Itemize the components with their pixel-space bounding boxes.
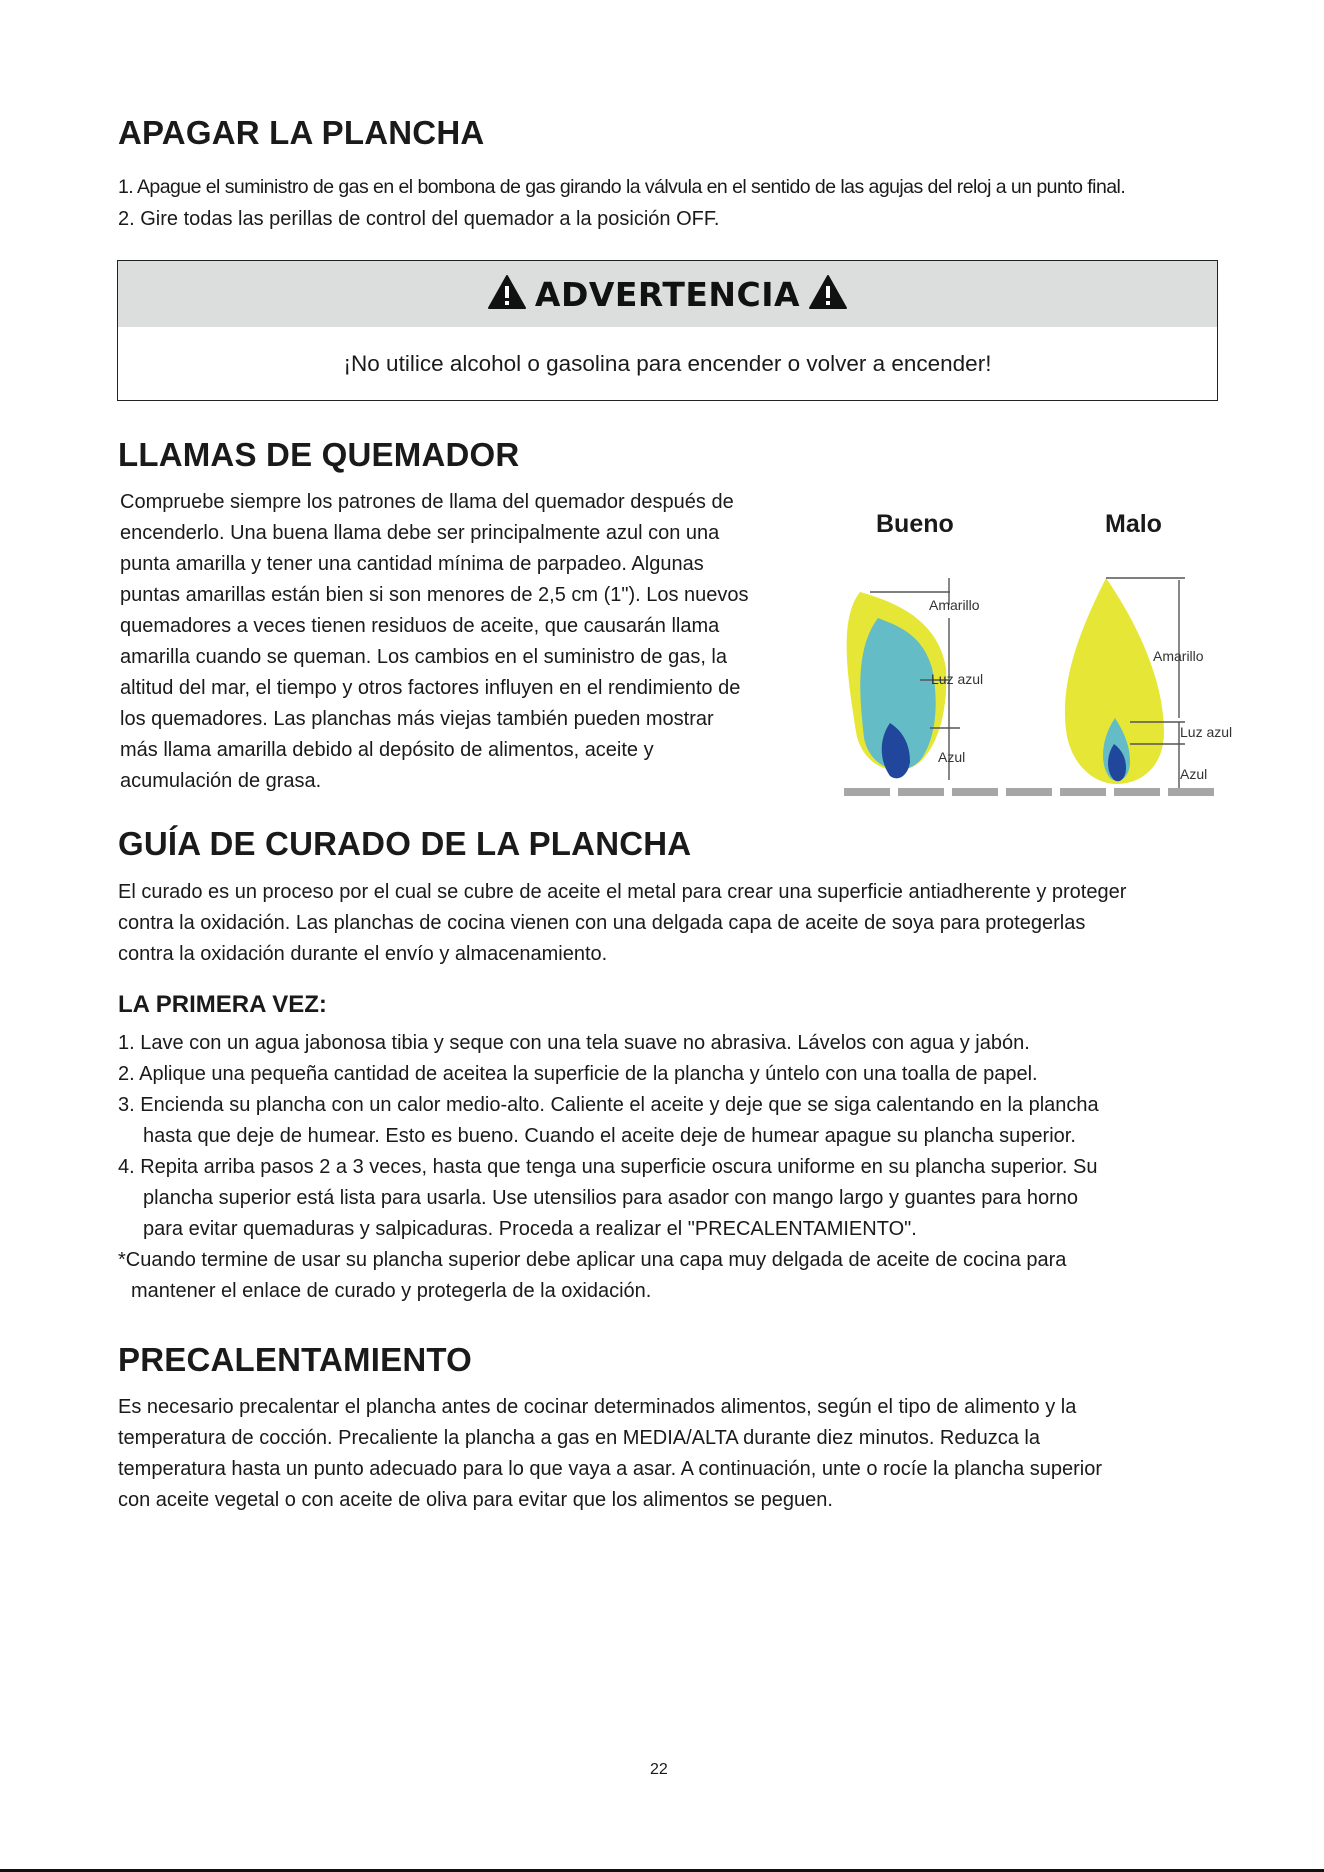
llamas-line: Compruebe siempre los patrones de llama del quemador después de [120,491,734,513]
llamas-line: acumulación de grasa. [120,770,322,792]
warning-header [118,261,1217,327]
precalentamiento-paragraph [118,1392,1102,1516]
good-label-light-blue: Luz azul [931,671,984,687]
curado-step-line: hasta que deje de humear. Esto es bueno. Cuando el aceite deje de humear apague su plancha superior. [143,1125,1076,1147]
bad-flame [1065,578,1164,784]
burner-bars [844,788,1214,796]
warning-triangle-icon [487,274,527,315]
curado-step-line: 4. Repita arriba pasos 2 a 3 veces, hasta que tenga una superficie oscura uniforme en su plancha superior. Su [118,1156,1098,1178]
curado-step-line: para evitar quemaduras y salpicaduras. Proceda a realizar el "PRECALENTAMIENTO". [143,1218,917,1240]
good-label-yellow: Amarillo [929,597,980,613]
precalentamiento-line: con aceite vegetal o con aceite de oliva para evitar que los alimentos se peguen. [118,1489,833,1511]
warning-text: ¡No utilice alcohol o gasolina para encender o volver a encender! [343,350,992,376]
llamas-line: los quemadores. Las planchas más viejas también pueden mostrar [120,708,714,730]
precalentamiento-line: temperatura hasta un punto adecuado para lo que vaya a asar. A continuación, unte o rocíe la plancha superior [118,1458,1103,1480]
section-title-curado: GUÍA DE CURADO DE LA PLANCHA [118,825,692,862]
curado-intro [118,877,1126,970]
curado-intro-line: contra la oxidación. Las planchas de cocina vienen con una delgada capa de aceite de soya para protegerlas [118,912,1086,934]
llamas-line: más llama amarilla debido al depósito de alimentos, aceite y [120,739,654,761]
curado-step-line: 1. Lave con un agua jabonosa tibia y seque con una tela suave no abrasiva. Lávelos con agua y jabón. [118,1032,1030,1054]
warning-box [117,260,1218,401]
curado-intro-line: El curado es un proceso por el cual se cubre de aceite el metal para crear una superficie antiadherente y proteger [118,881,1127,903]
curado-note-line: mantener el enlace de curado y protegerla de la oxidación. [131,1280,652,1302]
curado-steps [118,1028,1099,1307]
flame-figure [830,500,1250,805]
precalentamiento-line: Es necesario precalentar el plancha antes de cocinar determinados alimentos, según el tipo de alimento y la [118,1396,1077,1418]
llamas-paragraph [120,487,820,797]
llamas-line: punta amarilla y tener una cantidad mínima de parpadeo. Algunas [120,553,704,575]
section-title-llamas: LLAMAS DE QUEMADOR [118,436,520,473]
llamas-line: quemadores a veces tienen residuos de aceite, que causarán llama [120,615,720,637]
bad-label-blue: Azul [1180,766,1208,782]
figure-label-bad: Malo [1105,510,1162,538]
good-label-blue: Azul [938,749,966,765]
section-title-precalentamiento: PRECALENTAMIENTO [118,1341,472,1378]
warning-triangle-icon [808,274,848,315]
llamas-line: amarilla cuando se queman. Los cambios en el suministro de gas, la [120,646,727,668]
figure-label-good: Bueno [876,510,954,538]
curado-note-line: *Cuando termine de usar su plancha superior debe aplicar una capa muy delgada de aceite de cocina para [118,1249,1067,1271]
apagar-step-2: 2. Gire todas las perillas de control del quemador a la posición OFF. [118,208,720,230]
warning-title: ADVERTENCIA [534,274,801,314]
curado-step-line: 2. Aplique una pequeña cantidad de aceitea la superficie de la plancha y úntelo con una toalla de papel. [118,1063,1038,1085]
subtitle-primera-vez: LA PRIMERA VEZ: [118,991,327,1018]
llamas-line: altitud del mar, el tiempo y otros factores influyen en el rendimiento de [120,677,741,699]
bad-label-yellow: Amarillo [1153,648,1204,664]
section-title-apagar: APAGAR LA PLANCHA [118,114,485,151]
apagar-step-1: 1. Apague el suministro de gas en el bombona de gas girando la válvula en el sentido de las agujas del reloj a un punto final. [118,176,1126,198]
precalentamiento-line: temperatura de cocción. Precaliente la plancha a gas en MEDIA/ALTA durante diez minutos. Reduzca la [118,1427,1040,1449]
llamas-line: encenderlo. Una buena llama debe ser principalmente azul con una [120,522,720,544]
bad-label-light-blue: Luz azul [1180,724,1233,740]
llamas-line: puntas amarillas están bien si son menores de 2,5 cm (1"). Los nuevos [120,584,749,606]
curado-step-line: 3. Encienda su plancha con un calor medio-alto. Caliente el aceite y deje que se siga calentando en la plancha [118,1094,1099,1116]
curado-intro-line: contra la oxidación durante el envío y almacenamiento. [118,943,608,965]
curado-step-line: plancha superior está lista para usarla. Use utensilios para asador con mango largo y guantes para horno [143,1187,1078,1209]
page-number: 22 [650,1761,668,1778]
